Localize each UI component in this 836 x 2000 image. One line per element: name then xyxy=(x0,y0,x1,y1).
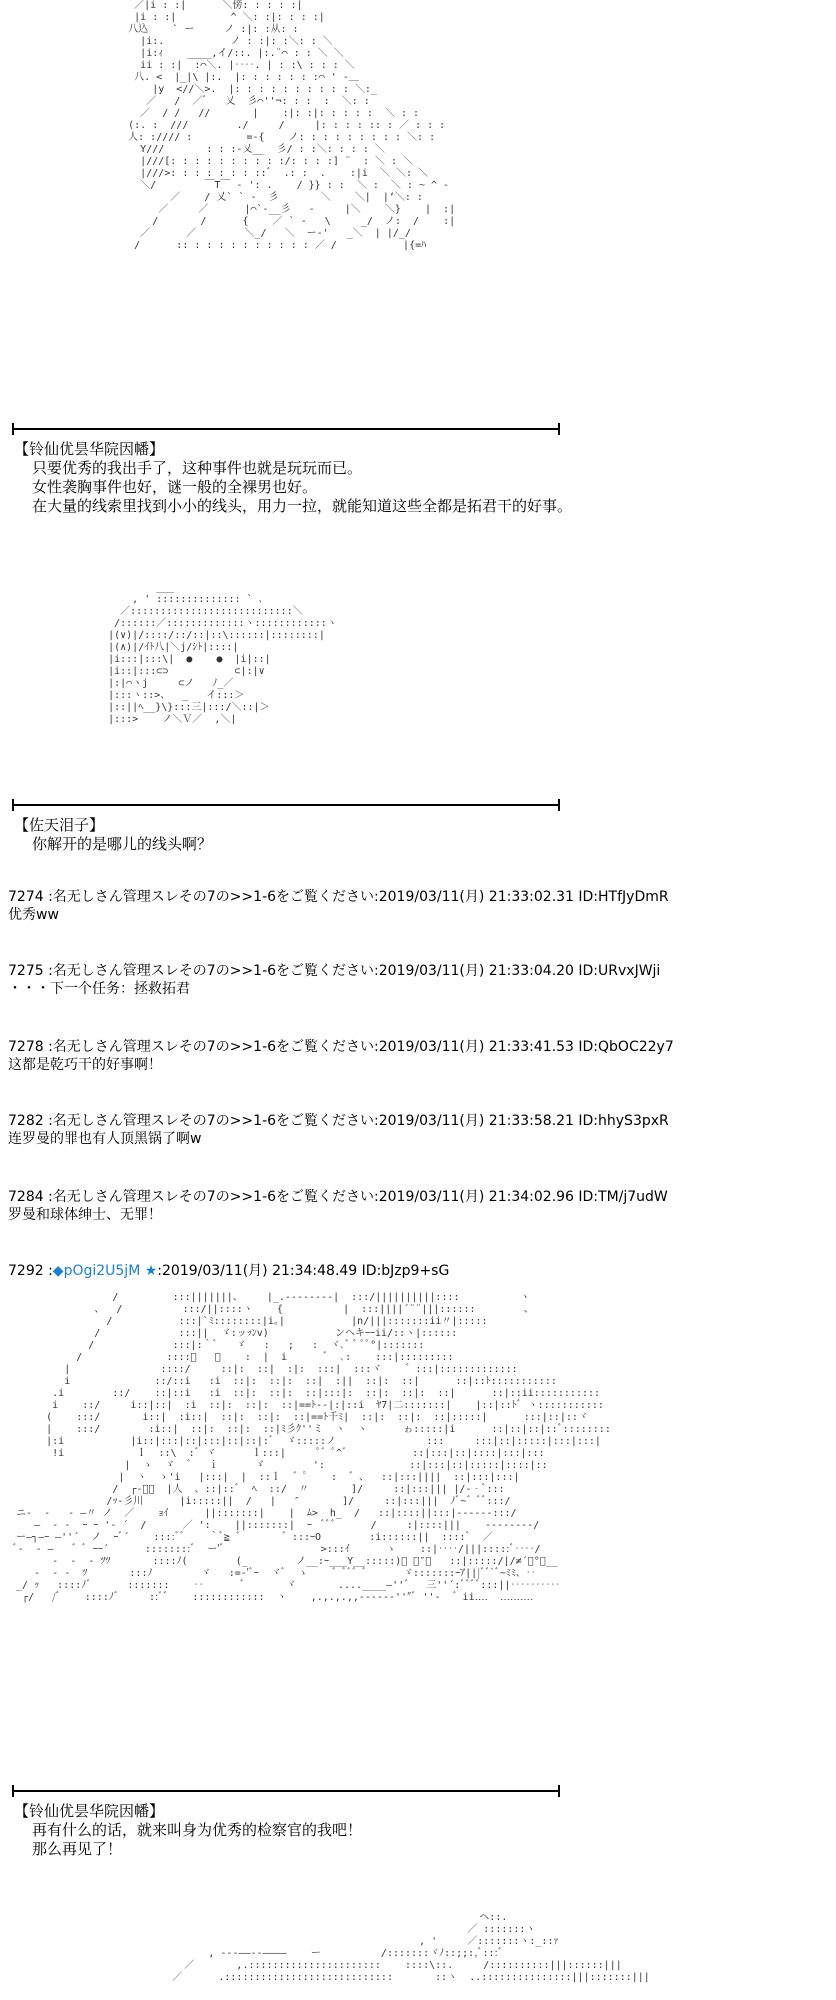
section-divider xyxy=(12,1790,560,1792)
post-header: 7274 :名无しさん管理スレその7の>>1-6をご覧ください:2019/03/11(月) 21:33:02.31 ID:HTfJyDmR xyxy=(8,889,669,905)
post-body: 这都是乾巧干的好事啊！ xyxy=(8,1057,162,1073)
dialogue-line: 那么再见了！ xyxy=(32,1840,123,1858)
ascii-art-saten-face: ___ , ' :::::::::::::: ` ､ ／:::::::::::::::::::::::::::＼ /::::::／:::::::::::::ヽ::::::::::::ヽ |(∨)|/::::/::/::|::\::::::|::::::::| |(∧)|/ｲﾄ八|＼j/ｼﾄ|::::| |i:::|:::\| ● ● |i|::| |i::|:::⊂⊃ ⊂|:|∨ |:|⌒ヽj ⊂ノ ﾉ_／ |:::ヽ::>、 _ イ:::＞ |::||ﾍ__}\}:::三|:::/＼::|＞ |:::> ノ＼Ｖ／ ,＼| xyxy=(108,582,337,725)
post-header: 7282 :名无しさん管理スレその7の>>1-6をご覧ください:2019/03/11(月) 21:33:58.21 ID:hhyS3pxR xyxy=(8,1113,669,1129)
dialogue-saten xyxy=(14,816,212,854)
post-body: 罗曼和球体绅士、无罪！ xyxy=(8,1207,162,1223)
post-header: 7284 :名无しさん管理スレその7の>>1-6をご覧ください:2019/03/11(月) 21:34:02.96 ID:TM/j7udW xyxy=(8,1189,668,1205)
dialogue-line: 在大量的线索里找到小小的线头，用力一拉，就能知道这些全都是拓君干的好事。 xyxy=(32,497,573,515)
dialogue-line: 你解开的是哪儿的线头啊？ xyxy=(32,835,213,853)
forum-post-7275 xyxy=(8,962,660,998)
forum-post-7292 xyxy=(8,1262,449,1280)
ascii-art-partial-figure: ヘ::. ／ :::::::ヽ , ' ／:::::::ヽ:_::ｧ , -‐‐――‐‐―――― ー /:::::::ヾﾉ::;;:,ﾞ:::ﾞ ／ ,.:::::::::::::::::::::: ::::\::. /::::::::::|||::::::||| ／ .:::::::::::::::::::::::::::: ::ヽ ..:::::::::::::::|||:::::::||| xyxy=(172,1912,650,1983)
ascii-art-reisen-pointing: ／|i : :| ＼傍: : : : :| |i : :| ^ ＼: :|: : : :| 八込 ` ー ノ :|: :从: : |i:. ノ : :|: :＼: : ＼ |i:ｨ ____,イ/::. |:.¨⌒ : : ＼ ＼ ii : :| :⌒＼. |‥‥. | : :\ : : : ＼ 八. < |_|\ |:. |: : : : : : :⌒ ' ‐＿ |y <//＼>. |: : : : : : : : : : ＼:_ ／ / ／ﾞ 乂 彡⌒''¬: : : : ＼: : ／ / / // | :|: :|: : : : : ＼ : : (:. : /// ./ / |: : : : :: : ／ : : : 人: ://// : =‐{ ノ: : : : : : : : : ＼: : Y/// : : :‐乂__ 彡/ : :＼: : : : ＼ |///[: : : : : : : : : :/: : : :] ¨ : ＼ : ＼ |///>: : : : : : : ::ﾞ .: : . :|i ＼ ＼: ＼ ＼/ ￣T￣ ‐ ': . / }} : : ＼ : ＼ : ~ ^ ‐ ／ / 乂` ` ‐ 彡 ＼ ＼| |‘＼: : ／ ／ |⌒`‐__彡 ‐ |＼ ＼} | :| / / { ／ ` ‐ \ _/ ノ: / :| ／ ／ ＼_/ ＼ ー‐' _＼ | |/_/ / :: : : : : : : : : : : ／ / |{=ﾊ xyxy=(128,0,456,251)
forum-post-7284 xyxy=(8,1188,668,1224)
dialogue-line: 只要优秀的我出手了，这种事件也就是玩玩而已。 xyxy=(32,459,363,477)
forum-post-7278 xyxy=(8,1038,674,1074)
forum-post-7274 xyxy=(8,888,669,924)
speaker-name: 【铃仙优昙华院因幡】 xyxy=(14,440,165,458)
post-header: 7278 :名无しさん管理スレその7の>>1-6をご覧ください:2019/03/11(月) 21:33:41.53 ID:QbOC22y7 xyxy=(8,1039,674,1055)
dialogue-reisen-2 xyxy=(14,1802,362,1859)
speaker-name: 【铃仙优昙华院因幡】 xyxy=(14,1802,165,1820)
dialogue-reisen-1 xyxy=(14,440,572,516)
post-header xyxy=(8,1262,449,1280)
post-number: 7292 : xyxy=(8,1263,53,1279)
speaker-name: 【佐天泪子】 xyxy=(14,816,105,834)
post-meta: :2019/03/11(月) 21:34:48.49 ID:bJzp9+sG xyxy=(157,1263,450,1279)
section-divider xyxy=(12,428,560,430)
post-header: 7275 :名无しさん管理スレその7の>>1-6をご覧ください:2019/03/11(月) 21:33:04.20 ID:URvxJWji xyxy=(8,963,661,979)
forum-post-7282 xyxy=(8,1112,669,1148)
ascii-art-reisen-scene: / :::|||||||、 |_.--------| :::/||||||||||:::: ヽ 、 / :::/||::::ヽ { | :::||||´¨¨|||:::::: 、 / :::|`ﾐ::::::::|i｡| |n/|||:::::::ii〃|::::: / :::|| ゞ:ッｯﾝv) ンヘキｰｰii/::ヽ|:::::: / :::|:｀ﾞ ゞ : ; : ヾ､ﾞ ﾞ ﾟﾟ°|::::::: / ::::ﾞ ､ : | i ﾞ ､: :::|::::::::: | ::::/ ::|: ::| :|: :::| :::ヾ ゛:::|::::::::::::: i ::/::i :i ::|: ::|: ::| :|| ::|: ::| ::|::ﾄ::::::::::: .i ::/ ::|::i :i ::|: ::|: ::|:::|: ::|: ::|: ::| ::|::ii::::::::::: i ::/ i::|::| :i ::|: ::|: ::|==ﾄ-‐|:|::i ﾔ7|二:::::::| |::|::ﾄﾞ ヽ::::::::::: ( :::/ i::| :i::| ::|: ::|: ::|==ﾄ千ﾐ| ::|: ::|: ::|:::::| :::|::|::ヾ | :::/ :i::| ::|: ::|: ::|ﾐ彡ｸ''ミ ヽ ヽ ゎ:::::|i ::|::|::|::ﾞ:::::::: |:i |i::|:::|::|:::|::|::|:ﾞ ゞ:::::ノ ::: :::|::|:::::|:::|:::| !i ｌ ::\ :ﾞ ヾ ｌ:::| ﾟ゛ﾟ^゛ ::|:::|::|::::|:::|::: | ゝ ゞ ゛ ｉ ゞ ': ::|:::|::|:::::|::::|:: | ヽ ゝ'i |:::| | ::ｌ ゛゜ : ゛、 ::|:::|||| ::|:::|:::| / ┌‐ﾞﾞ |人 、::|::ﾞ ﾍ ::/ 〃 ]/ ::|:::||| |/‐‐ﾞ::: /ｯ‐彡川 |i:::::|| / | ″ ]/ ::|:::||| ﾉﾞ~゛ﾞﾞ:::/ ニ‐ ‐ ‐ ―〃 ノ ／ ｮｲ ||:::::::| | ﾑ> h_ / ::|::::||:::|‐‐‐‐‐‐:::/ ― ‐ ‐ ｰ ｰ '‐ ´ / ／ ': ||:::::::| ｰ ﾞﾞ゛ / :|::::||| ‐‐‐‐‐‐‐‐/ ー―┐―ｰ ―''´ ノ ｰﾞ´ ::::ﾞﾞ ｀ﾞ≧ ゛ ゛:::ｰO :i::::::|| ::::ﾞ ／ ﾞ‐ ‐ ― ゛ﾞ ｰｰ´ ::::::::ﾞ ー'ﾞ >:::ｲ ゝ ::|‥‥/|||:::::ﾞ‥‥/ ‐ ‐ ‐ ﾂﾂ ::::ﾉ( (_ ノ__:ｰ___Y__:::::)ﾞ ﾞ″ﾞ ::|:::::/|/≠´ﾞ°ﾞ__ ‐ ‐ ‐ ﾂ :::ﾉ ヾ :=‐'ﾞｰ ヾﾞ ゝ ゛ﾞﾞ゛ﾞ ゞ:::::::ｰｱ|||ﾞﾞ`ﾞ~ﾐﾐ、‥ _/ ｯ ::::ﾉﾞ ::::::: ‥ ゛ ヾ ....____―''゛ 三''´:ﾞﾞﾞﾞ:::||‥‥‥‥‥ ┌/ /ﾞ ::::ﾉﾞ ::ﾞﾞ :::::::::::: ヽ ,.,.,.,,----‐‐''″ﾞ ''‐ ゛ii‥‥ ‥‥‥‥‥ xyxy=(10,1292,611,1603)
dialogue-line: 女性袭胸事件也好，谜一般的全裸男也好。 xyxy=(32,478,318,496)
post-body: 优秀ww xyxy=(8,907,59,923)
dialogue-line: 再有什么的话，就来叫身为优秀的检察官的我吧！ xyxy=(32,1821,363,1839)
section-divider xyxy=(12,804,560,806)
post-body: 连罗曼的罪也有人顶黑锅了啊w xyxy=(8,1131,202,1147)
post-body: ・・・下一个任务：拯救拓君 xyxy=(8,981,190,997)
poster-trip[interactable]: ◆pOgi2U5jM ★ xyxy=(52,1263,158,1279)
